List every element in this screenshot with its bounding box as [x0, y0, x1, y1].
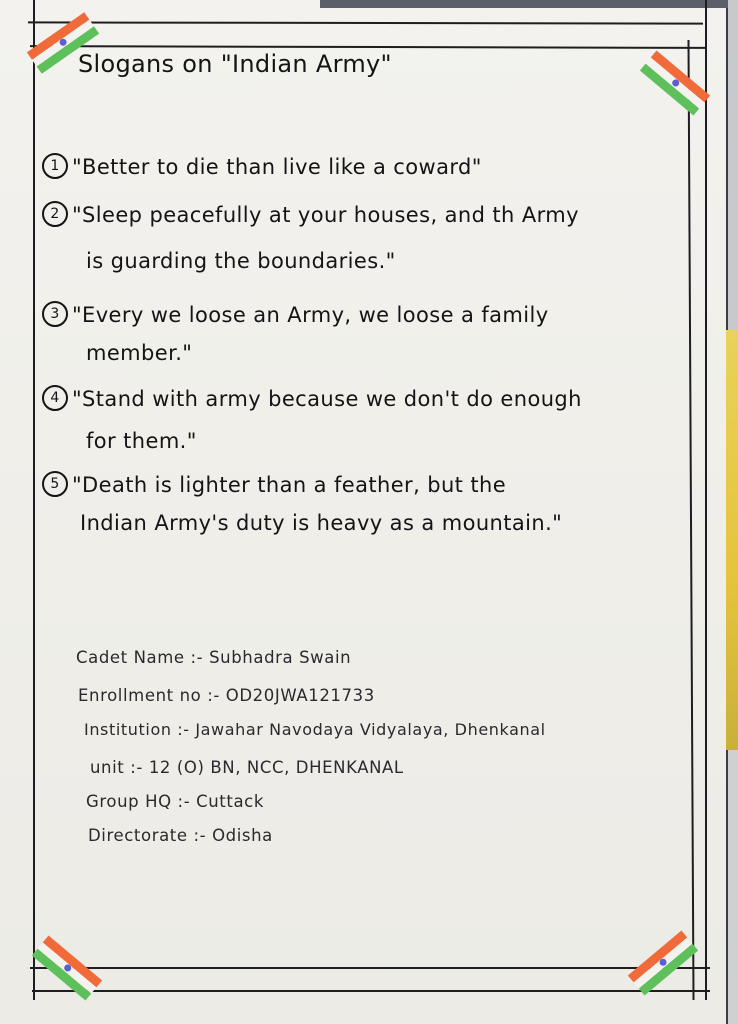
slogan-number: 3	[42, 301, 68, 327]
info-separator: :-	[130, 758, 143, 777]
enrollment-line	[78, 686, 375, 705]
info-separator: :-	[177, 792, 191, 811]
slogan-text: "Sleep peacefully at your houses, and th Army	[72, 203, 579, 227]
info-value: 12 (O) BN, NCC, DHENKANAL	[148, 758, 404, 777]
info-label: Directorate	[88, 826, 188, 845]
info-separator: :-	[193, 826, 207, 845]
info-separator: :-	[207, 686, 220, 705]
info-value: Subhadra Swain	[209, 648, 352, 667]
info-label: Enrollment no	[78, 686, 202, 705]
frame-left	[33, 0, 35, 1000]
slogan-number: 1	[42, 153, 68, 179]
info-separator: :-	[190, 648, 204, 667]
info-label: Cadet Name	[76, 648, 185, 667]
slogan-4	[42, 376, 582, 422]
info-value: OD20JWA121733	[225, 686, 375, 705]
frame-bottom-outer	[32, 990, 710, 992]
slogan-number: 2	[42, 201, 68, 227]
slogan-text: "Better to die than live like a coward"	[72, 155, 482, 179]
directorate-line	[88, 826, 273, 845]
slogan-number: 5	[42, 471, 68, 497]
slogan-1	[42, 144, 482, 190]
slogan-5-line-2: Indian Army's duty is heavy as a mountain."	[80, 511, 563, 535]
slogan-text: "Death is lighter than a feather, but the	[72, 473, 507, 497]
info-value: Cuttack	[196, 792, 264, 811]
info-label: unit	[90, 758, 125, 777]
slogan-number: 4	[42, 385, 68, 411]
background-edge-right	[728, 0, 738, 330]
slogan-3-line-2: member."	[86, 341, 193, 365]
slogan-4-line-2: for them."	[86, 429, 197, 453]
page-title: Slogans on "Indian Army"	[78, 50, 392, 78]
background-edge-top	[320, 0, 738, 8]
slogan-2	[42, 192, 579, 238]
institution-line	[84, 720, 546, 739]
cadet-name-line	[76, 648, 351, 667]
slogan-2-line-2: is guarding the boundaries."	[86, 249, 396, 273]
frame-right-outer	[705, 0, 707, 1000]
slogan-text: "Stand with army because we don't do enough	[72, 387, 582, 411]
background-edge-right-lower	[728, 750, 738, 1024]
info-label: Group HQ	[86, 792, 172, 811]
group-hq-line	[86, 792, 264, 811]
info-value: Jawahar Navodaya Vidyalaya, Dhenkanal	[195, 720, 546, 739]
unit-line	[90, 758, 404, 777]
frame-bottom-inner	[30, 967, 710, 969]
slogan-text: "Every we loose an Army, we loose a family	[72, 303, 549, 327]
background-edge-yellow	[726, 330, 738, 750]
info-label: Institution	[84, 720, 172, 739]
info-separator: :-	[177, 720, 190, 739]
info-value: Odisha	[212, 826, 273, 845]
